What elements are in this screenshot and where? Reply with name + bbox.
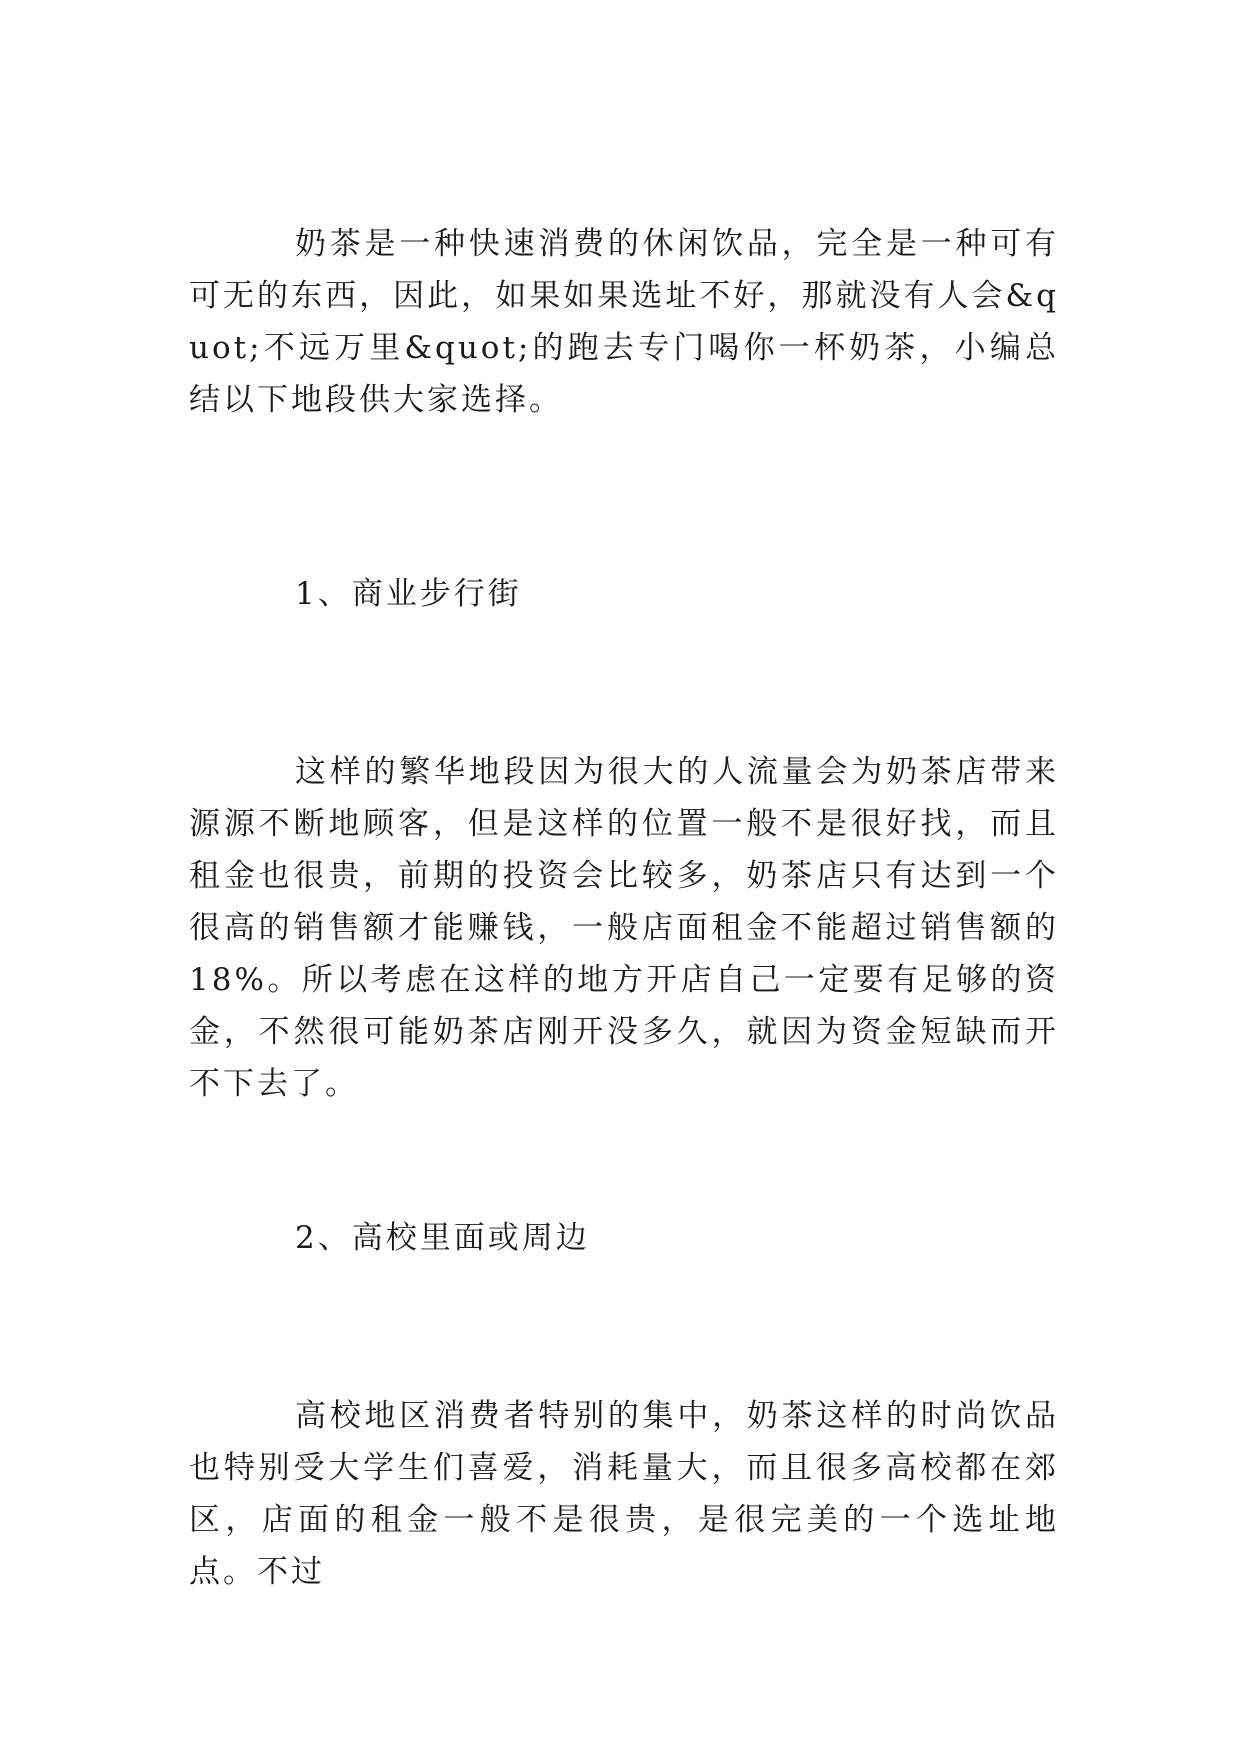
section-heading-pedestrian-street: 1、商业步行街 xyxy=(295,576,522,612)
section-heading-university: 2、高校里面或周边 xyxy=(295,1220,590,1256)
pedestrian-street-paragraph: 这样的繁华地段因为很大的人流量会为奶茶店带来源源不断地顾客，但是这样的位置一般不是很好找，而且租金也很贵，前期的投资会比较多，奶茶店只有达到一个很高的销售额才能赚钱，一般店面租金不能超过销售额的18%。所以考虑在这样的地方开店自己一定要有足够的资金，不然很可能奶茶店刚开没多久，就因为资金短缺而开不下去了。 xyxy=(189,754,1059,1102)
intro-paragraph: 奶茶是一种快速消费的休闲饮品，完全是一种可有可无的东西，因此，如果如果选址不好，那就没有人会&quot;不远万里&quot;的跑去专门喝你一杯奶茶，小编总结以下地段供大家选择。 xyxy=(189,226,1059,418)
university-paragraph: 高校地区消费者特别的集中，奶茶这样的时尚饮品也特别受大学生们喜爱，消耗量大，而且很多高校都在郊区，店面的租金一般不是很贵，是很完美的一个选址地点。不过 xyxy=(189,1398,1059,1590)
